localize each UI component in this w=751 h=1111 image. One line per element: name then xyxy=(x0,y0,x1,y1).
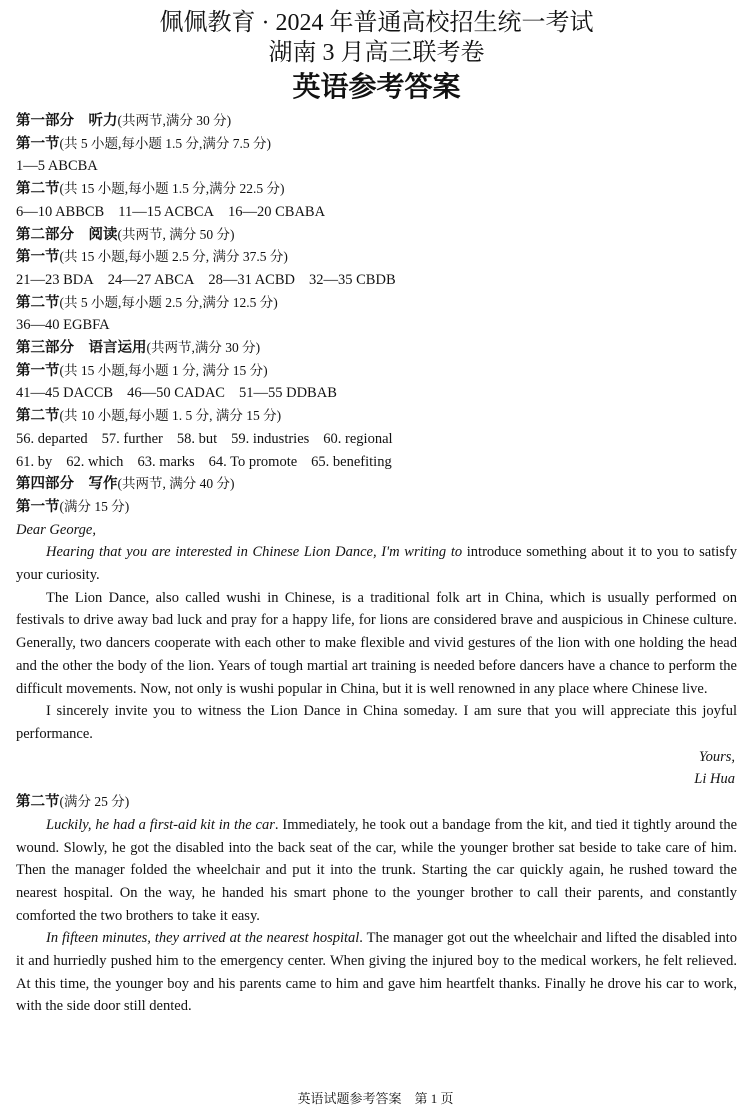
part2-section1-heading: 第一节(共 15 小题,每小题 2.5 分, 满分 37.5 分) xyxy=(16,249,288,266)
letter-paragraph-1: Hearing that you are interested in Chinese Lion Dance, I'm writing to introduce something about it to you to satisfy your curiosity. xyxy=(16,544,737,584)
part1-section2-heading: 第二节(共 15 小题,每小题 1.5 分,满分 22.5 分) xyxy=(16,181,285,198)
page-footer: 英语试题参考答案 第 1 页 xyxy=(297,1091,454,1106)
letter-paragraph-3: I sincerely invite you to witness the Lion Dance in China someday. I am sure that you will appreciate this joyful performance. xyxy=(16,703,737,742)
part2-section1-answers: 21—23 BDA 24—27 ABCA 28—31 ACBD 32—35 CBDB xyxy=(16,271,396,288)
header-line2: 湖南 3 月高三联考卷 xyxy=(268,40,485,66)
part3-section2-answers-row1: 56. departed 57. further 58. but 59. industries 60. regional xyxy=(16,430,393,447)
part3-section2-heading: 第二节(共 10 小题,每小题 1. 5 分, 满分 15 分) xyxy=(16,408,282,425)
part3-section1-answers: 41—45 DACCB 46—50 CADAC 51—55 DDBAB xyxy=(16,385,337,402)
story-paragraph-1: Luckily, he had a first-aid kit in the car. Immediately, he took out a bandage from the kit, and tied it tightly around the wound. Slowly, he got the disabled into the back seat of the car, while the younger brother sat beside to take care of him. Then the manager folded the wheelchair and put it into the trunk. Starting the car quickly again, he rushed toward the nearest hospital. On the way, he handed his smart phone to the younger brother to call their parents, and constantly comforted the two brothers to take it easy. xyxy=(16,816,737,924)
story-paragraph-2: In fifteen minutes, they arrived at the nearest hospital. The manager got out the wheelchair and lifted the disabled into it and hurriedly pushed him to the emergency center. When giving the injured boy to the medical workers, he felt relieved. At this time, the younger boy and his parents came to him and gave him heartfelt thanks. Finally he drove his car to work, with the side door still dented. xyxy=(16,930,737,1015)
part2-section2-answers: 36—40 EGBFA xyxy=(16,317,110,334)
part1-section2-answers: 6—10 ABBCB 11—15 ACBCA 16—20 CBABA xyxy=(16,203,326,220)
part3-heading: 第三部分 语言运用(共两节,满分 30 分) xyxy=(16,340,261,357)
page-title: 英语参考答案 xyxy=(292,72,461,103)
part2-section2-heading: 第二节(共 5 小题,每小题 2.5 分,满分 12.5 分) xyxy=(16,294,278,311)
letter-greeting: Dear George, xyxy=(16,521,96,538)
part4-section1-heading: 第一节(满分 15 分) xyxy=(16,498,130,515)
letter-signature: Li Hua xyxy=(694,771,735,788)
letter-closing: Yours, xyxy=(698,748,735,765)
letter-paragraph-2: The Lion Dance, also called wushi in Chinese, is a traditional folk art in China, which is usually performed on festivals to drive away bad luck and pray for a happy life, for lions are considered brave and auspicious in Chinese culture. Generally, two dancers cooperate with each other to make flexible and vivid gestures of the lion with one holding the head and the other the body of the lion. Years of tough martial art training is needed before dancers have a chance to perform the difficult movements. Now, not only is wushi popular in China, but it is well renowned in any place where Chinese live. xyxy=(16,589,737,697)
part4-section2-heading: 第二节(满分 25 分) xyxy=(16,794,130,811)
part3-section2-answers-row2: 61. by 62. which 63. marks 64. To promote 65. benefiting xyxy=(16,453,392,470)
part1-section1-answers: 1—5 ABCBA xyxy=(16,158,98,175)
header-line1: 佩佩教育 · 2024 年普通高校招生统一考试 xyxy=(159,10,594,36)
part1-section1-heading: 第一节(共 5 小题,每小题 1.5 分,满分 7.5 分) xyxy=(16,135,271,152)
part1-heading: 第一部分 听力(共两节,满分 30 分) xyxy=(16,113,232,129)
part3-section1-heading: 第一节(共 15 小题,每小题 1 分, 满分 15 分) xyxy=(16,362,268,379)
part2-heading: 第二部分 阅读(共两节, 满分 50 分) xyxy=(16,226,235,243)
part4-heading: 第四部分 写作(共两节, 满分 40 分) xyxy=(16,476,235,493)
